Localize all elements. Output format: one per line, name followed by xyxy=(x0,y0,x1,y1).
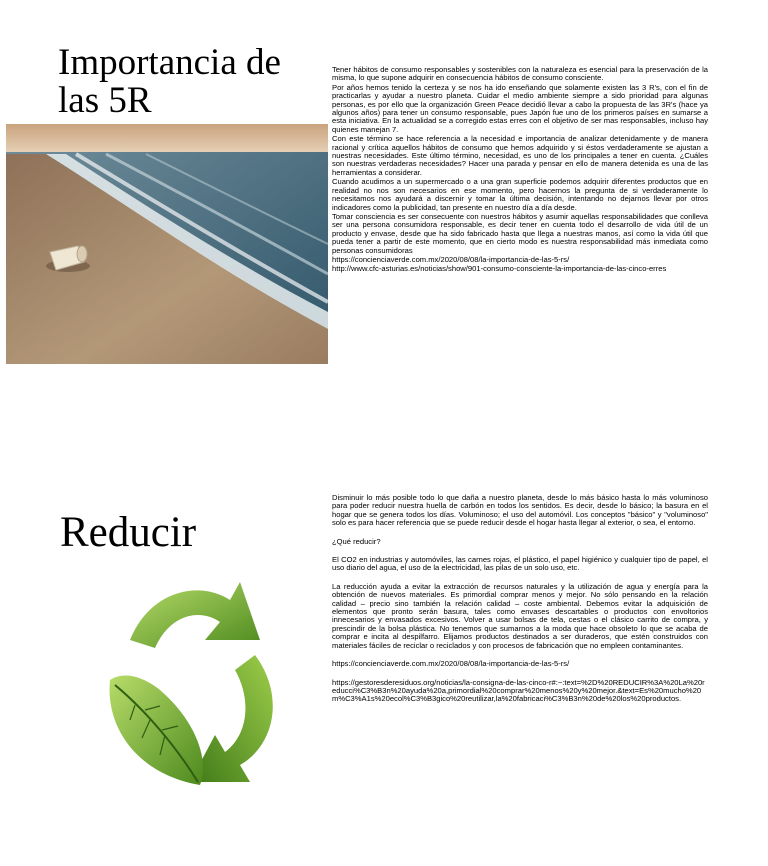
source-link[interactable]: https://gestoresderesiduos.org/noticias/la-consigna-de-las-cinco-r#:~:text=%2D%20REDUCIR%3A%20La%20reducci%C3%B3n%20ayuda%20a,primordial%20comprar%20menos%20y%20mejor.&text=Es%20mucho%20m%C3%A1s%20ecol%C3%B3gico%20reutilizar,la%20fabricaci%C3%B3n%20de%20los%20productos. xyxy=(332,677,705,704)
slide-body-text xyxy=(332,66,708,275)
source-link[interactable]: http://www.cfc-asturias.es/noticias/show/901-consumo-consciente-la-importancia-de-las-cinco-erres xyxy=(332,264,667,274)
paragraph: La reducción ayuda a evitar la extracción de recursos naturales y la utilización de agua y energía para la obtención de nuevos materiales. Es primordial comprar menos y mejor. No sólo pensando en la relación calidad – precio sino también la relación calidad – coste ambiental. Debemos evitar la adquisición de elementos que pronto serán basura, tales como envases descartables o productos con envoltorios innecesarios y envasados excesivos. Volver a usar bolsas de tela, cestas o el clásico carrito de compra, y prescindir de la bolsa plástica. No tenemos que sumarnos a la moda que hace obsoleto lo que se acaba de comprar e incita al despilfarro. Elijamos productos destinados a ser duraderos, que estén construidos con materiales fáciles de reciclar o reciclados y con procesos de fabricación que no empleen contaminantes. xyxy=(332,581,708,650)
paragraph: ¿Qué reducir? xyxy=(332,536,381,546)
source-link[interactable]: https://concienciaverde.com.mx/2020/08/08/la-importancia-de-las-5-rs/ xyxy=(332,659,570,669)
paragraph: Tomar consciencia es ser consecuente con nuestros hábitos y asumir aquellas responsabilidades que conlleva ser una persona consumidora responsable, es decir tener en cuenta todo el desarrollo de vida útil de un producto y envase, desde que ha sido fabricado hasta que llega a nuestras manos, así como la vida útil que pueda tener a partir de este momento, que en cierto modo es nuestra responsabilidad más inmediata como personas consumidoras xyxy=(332,211,708,255)
slide-body-text xyxy=(332,494,708,714)
paragraph: Cuando acudimos a un supermercado o a una gran superficie podemos adquirir diferentes productos que en realidad no nos son necesarios en ese momento, pero hacernos la pregunta de si verdaderamente lo necesitamos nos ayudará a discernir y tomar la última decisión, intentando no dejarnos llevar por otros indicadores como la publicidad, tan presente en nuestro día a día desde. xyxy=(332,177,708,212)
beach-photo xyxy=(6,124,328,364)
paragraph: Por años hemos tenido la certeza y se nos ha ido enseñando que solamente existen las 3 R's, con el fin de practicarlas y ayudar a nuestro planeta. Cuidar el medio ambiente siempre a sido prioridad para algunas personas, es por ello que la organización Green Peace decidió llevar a cabo la propuesta de las 3R's (hace ya algunos años) para tener un consumo responsable, pues Japón fue uno de los primeros países en sumarse a esta iniciativa. En la actualidad se a corregido estas erres con el objetivo de ser mas responsables, incluso hay quienes manejan 7. xyxy=(332,82,708,134)
paragraph: El CO2 en industrias y automóviles, las carnes rojas, el plástico, el papel higiénico y cualquier tipo de papel, el uso diario del agua, el uso de la electricidad, las pilas de un solo uso, etc. xyxy=(332,555,708,573)
paragraph: Tener hábitos de consumo responsables y sostenibles con la naturaleza es esencial para la preservación de la misma, lo que supone adquirir en consecuencia hábitos de consumo consciente. xyxy=(332,65,708,83)
paragraph: Con este término se hace referencia a la necesidad e importancia de analizar detenidamente y de manera racional y crítica aquellos hábitos de consumo que hemos adquirido y si éstos verdaderamente se ajustan a nuestras necesidades. Este último término, necesidad, es uno de los principales a tener en cuenta. ¿Cuáles son nuestras verdaderas necesidades? Hacer una parada y pensar en ello de manera detenida es una de las herramientas a considerar. xyxy=(332,134,708,177)
slide-importancia xyxy=(0,0,768,400)
slide-title: Reducir xyxy=(60,509,197,556)
paragraph: Disminuir lo más posible todo lo que daña a nuestro planeta, desde lo más básico hasta lo más voluminoso para poder reducir nuestra huella de carbón en todos los sentidos. Es decir, desde lo básico; la basura en el hogar que se genera todos los días. Voluminoso; el uso del automóvil. Los conceptos "básico" y "voluminoso" solo es para hacer referencia que se puede reducir desde el hogar hasta llegar al exterior, o sea, el entorno. xyxy=(332,493,708,528)
source-link[interactable]: https://concienciaverde.com.mx/2020/08/08/la-importancia-de-las-5-rs/ xyxy=(332,254,570,264)
slide-reducir xyxy=(0,470,768,866)
slide-title: Importancia de las 5R xyxy=(58,42,281,121)
recycle-leaf-icon xyxy=(90,570,290,800)
